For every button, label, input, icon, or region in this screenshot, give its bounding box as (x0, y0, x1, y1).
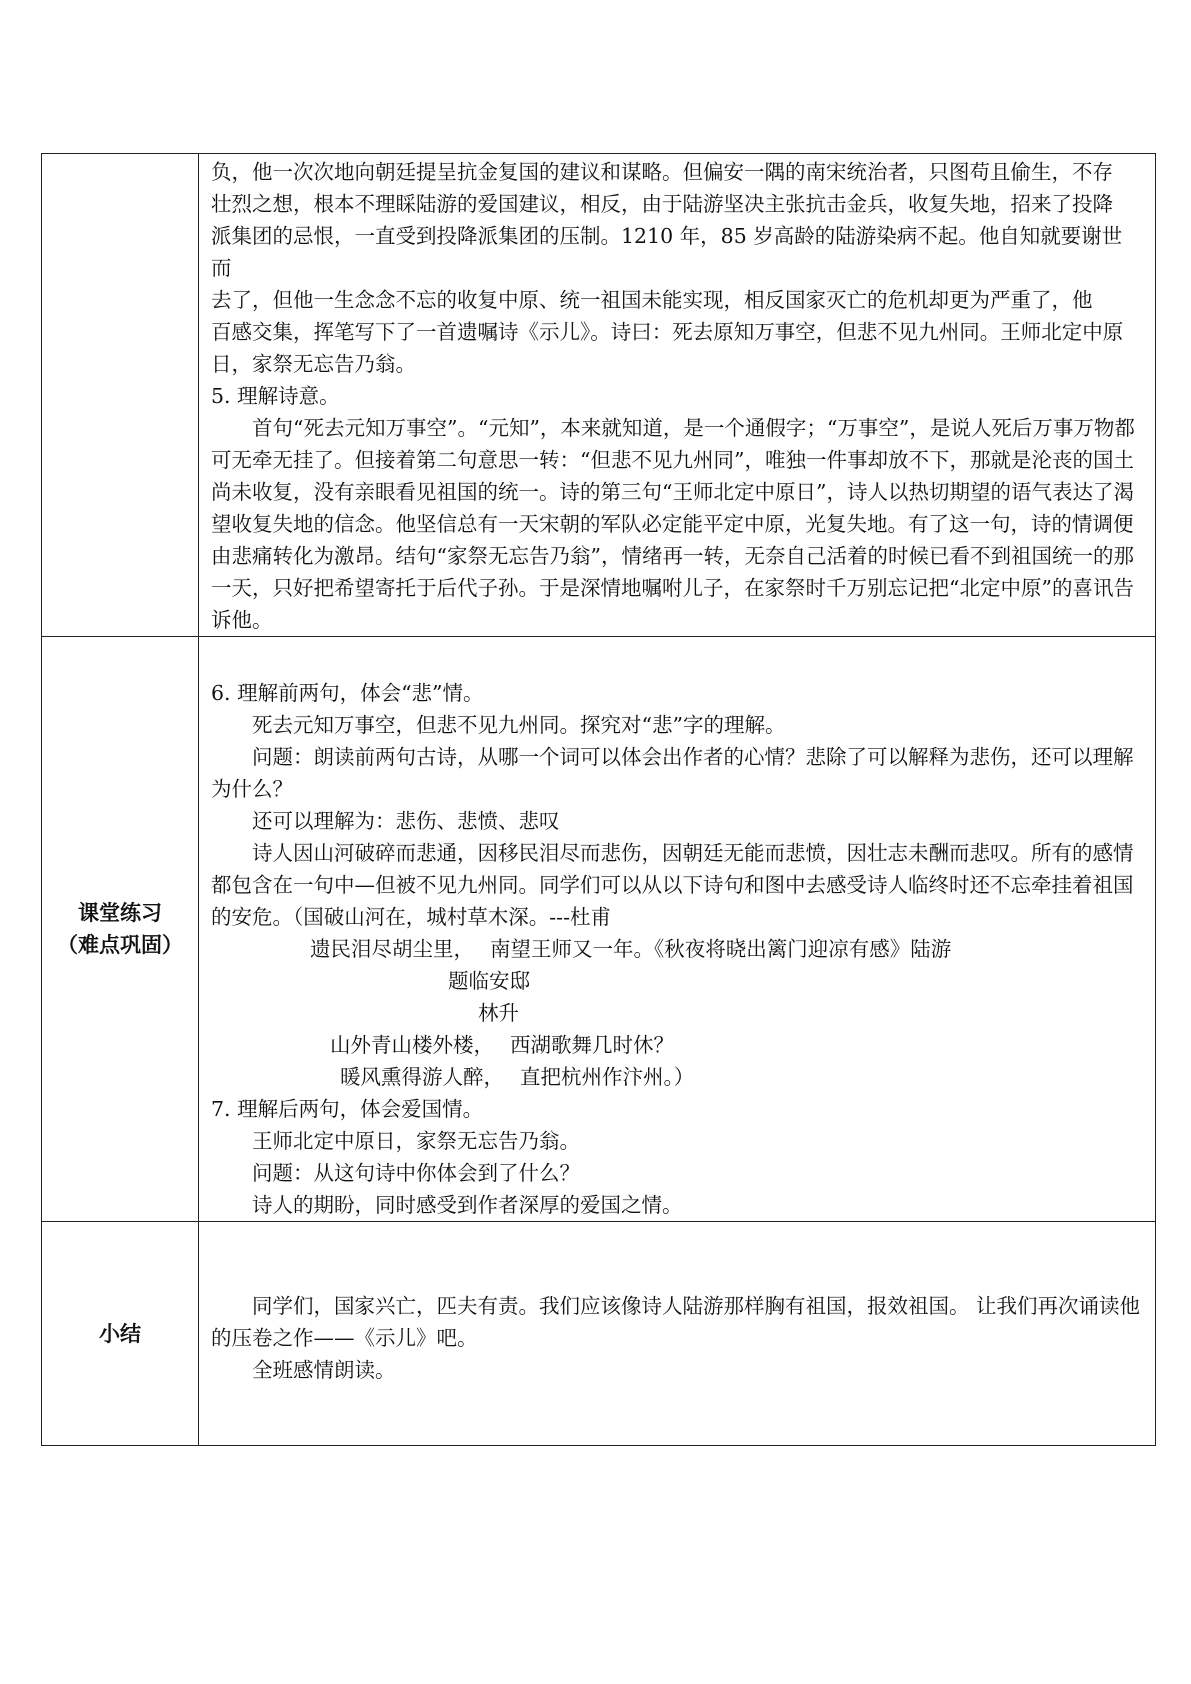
poem-title: 题临安邸 (448, 969, 530, 993)
text-line: 壮烈之想，根本不理睬陆游的爱国建议，相反，由于陆游坚决主张抗击金兵，收复失地，招来了投降 (211, 192, 1113, 216)
lesson-plan-table (41, 153, 1156, 1446)
question-line: 问题：从这句诗中你体会到了什么？ (252, 1161, 580, 1185)
heading-step-6: 6. 理解前两句，体会“悲”情。 (211, 681, 484, 705)
text-line: 日，家祭无忘告乃翁。 (211, 352, 416, 376)
section-content-summary (199, 1222, 1156, 1446)
poem-half: 遗民泪尽胡尘里， (310, 937, 474, 961)
section-row-summary (42, 1222, 1156, 1446)
section-row-background (42, 154, 1156, 637)
label-text: 小结 (99, 1321, 141, 1346)
heading-step-5: 5. 理解诗意。 (211, 384, 340, 408)
label-line: 课堂练习 (78, 901, 162, 925)
text-line: 百感交集，挥笔写下了一首遗嘱诗《示儿》。诗曰：死去原知万事空，但悲不见九州同。王师北定中原 (211, 320, 1124, 344)
label-line: （难点巩固） (57, 933, 183, 957)
section-content-practice (199, 637, 1156, 1222)
paragraph-emotion: 诗人因山河破碎而悲通，因移民泪尽而悲伤，因朝廷无能而悲愤，因壮志未酬而悲叹。所有的感情都包含在一句中—但被不见九州同。同学们可以从以下诗句和图中去感受诗人临终时还不忘牵挂着祖国的安危。（国破山河在，城村草木深。---杜甫 (211, 841, 1134, 929)
poem-line (211, 1029, 1141, 1061)
poem-half: 山外青山楼外楼， (330, 1033, 494, 1057)
text-line: 派集团的忌恨，一直受到投降派集团的压制。1210 年，85 岁高龄的陆游染病不起。他自知就要谢世而 (211, 224, 1123, 280)
heading-step-7: 7. 理解后两句，体会爱国情。 (211, 1097, 484, 1121)
poem-half: 西湖歌舞几时休？ (510, 1033, 674, 1057)
section-label-practice (42, 637, 199, 1222)
poem-author: 林升 (478, 1001, 519, 1025)
section-label-empty (42, 154, 199, 637)
summary-line: 全班感情朗读。 (252, 1358, 396, 1382)
summary-paragraph: 同学们，国家兴亡，匹夫有责。我们应该像诗人陆游那样胸有祖国，报效祖国。 让我们再次诵读他的压卷之作——《示儿》吧。 (211, 1294, 1141, 1350)
text-line: 去了，但他一生念念不忘的收复中原、统一祖国未能实现，相反国家灭亡的危机却更为严重了，他 (211, 288, 1093, 312)
answer-line: 诗人的期盼，同时感受到作者深厚的爱国之情。 (252, 1193, 683, 1217)
text-line: 王师北定中原日，家祭无忘告乃翁。 (252, 1129, 580, 1153)
paragraph-poem-meaning: 首句“死去元知万事空”。“元知”，本来就知道，是一个通假字；“万事空”，是说人死后万事万物都可无牵无挂了。但接着第二句意思一转：“但悲不见九州同”，唯独一件事却放不下，那就是沦丧的国土尚未收复，没有亲眼看见祖国的统一。诗的第三句“王师北定中原日”，诗人以热切期望的语气表达了渴望收复失地的信念。他坚信总有一天宋朝的军队必定能平定中原，光复失地。有了这一句，诗的情调便由悲痛转化为激昂。结句“家祭无忘告乃翁”，情绪再一转，无奈自己活着的时候已看不到祖国统一的那一天，只好把希望寄托于后代子孙。于是深情地嘱咐儿子，在家祭时千万别忘记把“北定中原”的喜讯告诉他。 (211, 416, 1135, 632)
text-line: 还可以理解为：悲伤、悲愤、悲叹 (252, 809, 560, 833)
text-line: 死去元知万事空，但悲不见九州同。探究对“悲”字的理解。 (252, 713, 786, 737)
section-label-summary (42, 1222, 199, 1446)
poem-half: 南望王师又一年。《秋夜将晓出篱门迎凉有感》陆游 (490, 937, 952, 961)
section-content-background (199, 154, 1156, 637)
text-line: 负，他一次次地向朝廷提呈抗金复国的建议和谋略。但偏安一隅的南宋统治者，只图苟且偷生，不存 (211, 160, 1113, 184)
section-row-practice (42, 637, 1156, 1222)
poem-half: 直把杭州作汴州。） (520, 1065, 695, 1089)
question-line: 问题：朗读前两句古诗，从哪一个词可以体会出作者的心情？悲除了可以解释为悲伤，还可以理解为什么？ (211, 745, 1134, 801)
poem-line (211, 933, 1141, 965)
poem-half: 暖风熏得游人醉， (340, 1065, 504, 1089)
poem-line (211, 1061, 1141, 1093)
